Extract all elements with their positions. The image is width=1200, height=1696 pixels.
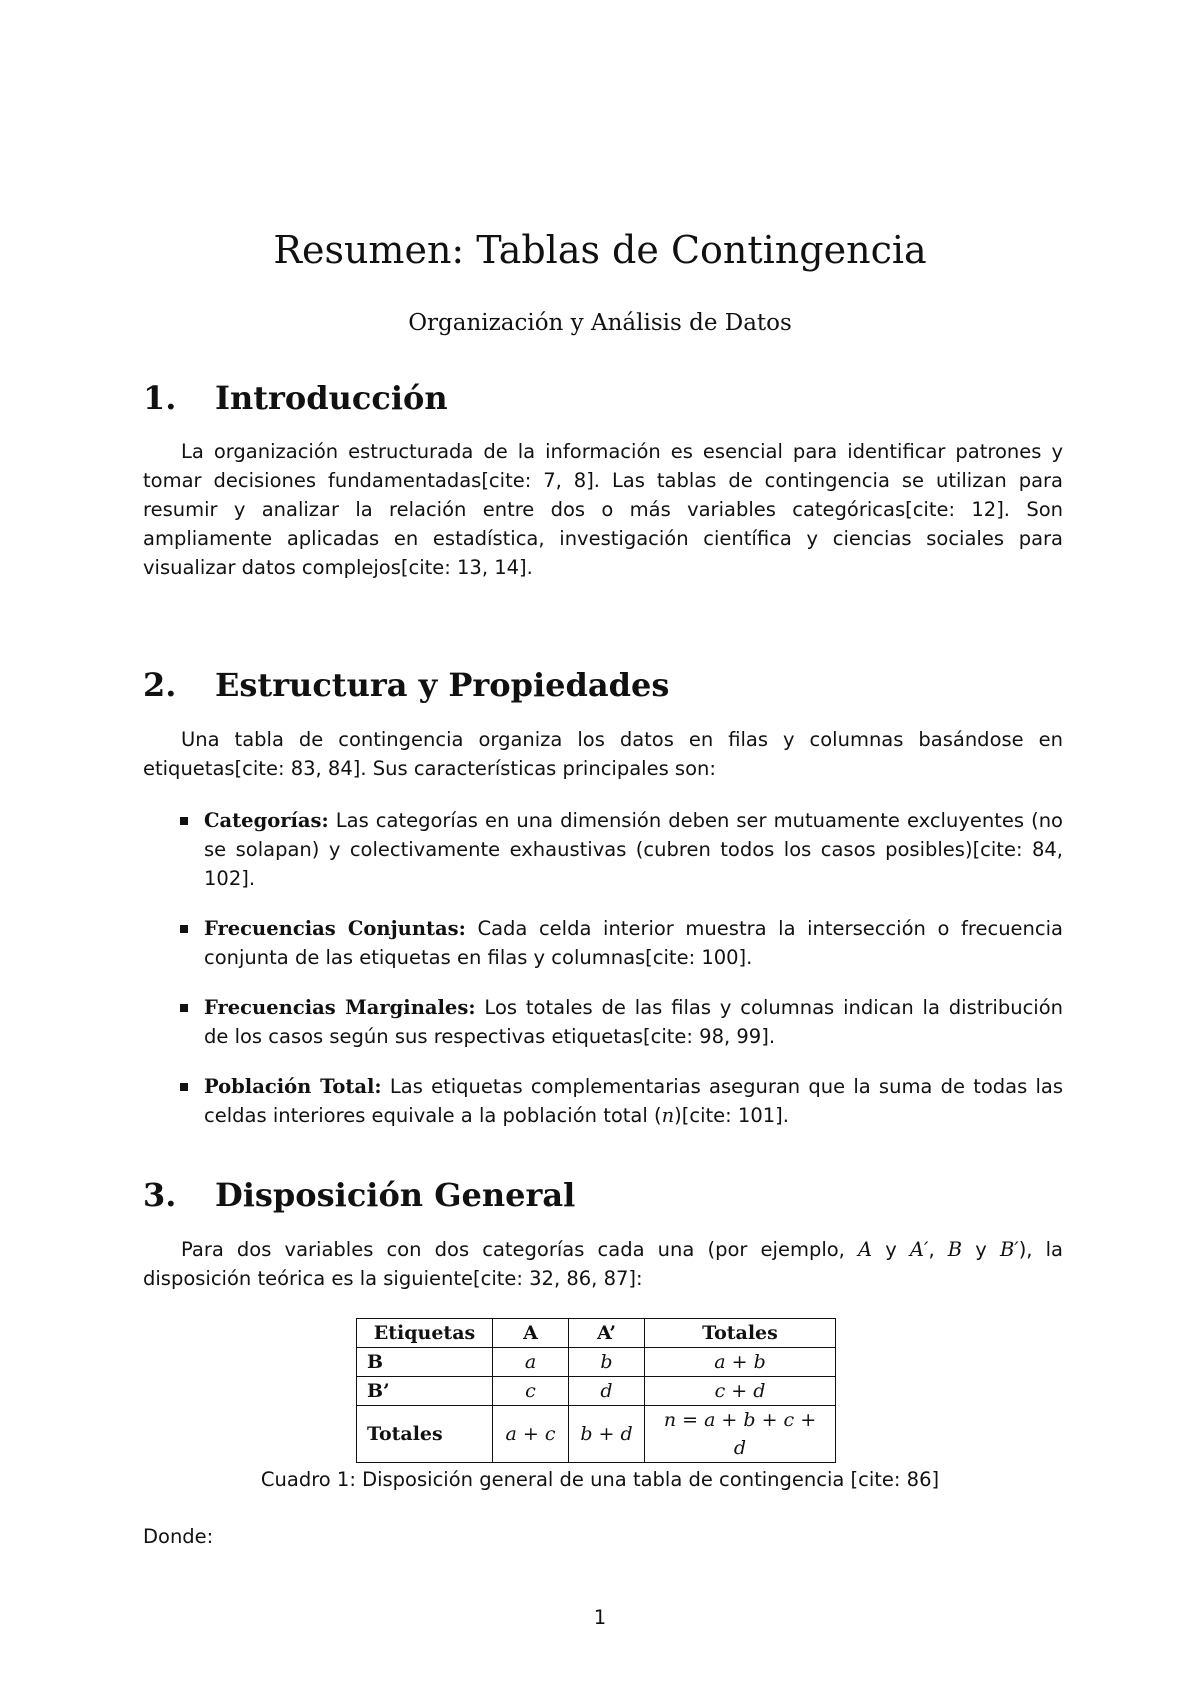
bullet-icon	[180, 925, 188, 933]
disposicion-paragraph: Para dos variables con dos categorías cada una (por ejemplo, A y A′, B y B′), la disposición teórica es la siguiente[cite: 32, 86, 87]:	[143, 1238, 1064, 1290]
table-row	[357, 1406, 836, 1463]
math-variable: B′	[999, 1238, 1019, 1261]
list-item-text: )[cite: 101].	[674, 1104, 789, 1127]
contingency-table	[356, 1318, 836, 1463]
document-subtitle: Organización y Análisis de Datos	[408, 310, 792, 336]
table-cell: a	[493, 1348, 569, 1377]
list-item-text: Las etiquetas complementarias aseguran que la suma de todas las celdas interiores equivale a la población total (	[204, 1075, 1064, 1127]
table-row-label: B’	[357, 1377, 493, 1406]
list-item	[204, 914, 1063, 972]
section-title: Disposición General	[215, 1176, 576, 1214]
section-number: 1.	[143, 379, 177, 417]
table-cell: a + b	[645, 1348, 836, 1377]
bullet-icon	[180, 817, 188, 825]
table-row-label: B	[357, 1348, 493, 1377]
list-item-term: Categorías:	[204, 809, 329, 832]
table-row	[357, 1348, 836, 1377]
table-cell: n = a + b + c + d	[645, 1406, 836, 1463]
list-item-term: Frecuencias Conjuntas:	[204, 917, 466, 940]
math-variable: A	[858, 1238, 873, 1261]
intro-paragraph: La organización estructurada de la información es esencial para identificar patrones y tomar decisiones fundamentadas[cite: 7, 8]. Las tablas de contingencia se utilizan para resumir y analizar la relación entre dos o más variables categóricas[cite: 12]. Son ampliamente aplicadas en estadística, investigación científica y ciencias sociales para visualizar datos complejos[cite: 13, 14].	[143, 440, 1063, 579]
table-header-cell: A	[493, 1319, 569, 1348]
table-cell: b + d	[569, 1406, 645, 1463]
estructura-paragraph: Una tabla de contingencia organiza los datos en filas y columnas basándose en etiquetas[cite: 83, 84]. Sus características principales son:	[143, 728, 1063, 780]
list-item-term: Frecuencias Marginales:	[204, 996, 476, 1019]
section-heading-introduccion	[143, 378, 448, 418]
list-item-text: Los totales de las filas y columnas indican la distribución de los casos según sus respectivas etiquetas[cite: 98, 99].	[204, 996, 1064, 1048]
section-number: 3.	[143, 1176, 177, 1214]
list-item	[204, 1072, 1063, 1130]
section-heading-disposicion	[143, 1175, 575, 1215]
table-cell: c	[493, 1377, 569, 1406]
table-cell: c + d	[645, 1377, 836, 1406]
table-cell: b	[569, 1348, 645, 1377]
list-item	[204, 993, 1063, 1051]
section-title: Estructura y Propiedades	[215, 666, 670, 704]
list-item-text: Cada celda interior muestra la intersección o frecuencia conjunta de las etiquetas en filas y columnas[cite: 100].	[204, 917, 1063, 969]
section-heading-estructura	[143, 665, 669, 705]
table-cell: d	[569, 1377, 645, 1406]
list-item-term: Población Total:	[204, 1075, 382, 1098]
table-cell: a + c	[493, 1406, 569, 1463]
table-header-cell: Totales	[645, 1319, 836, 1348]
math-variable: A′	[909, 1238, 929, 1261]
table-row-label: Totales	[357, 1406, 493, 1463]
table-header-cell: A’	[569, 1319, 645, 1348]
bullet-icon	[180, 1004, 188, 1012]
table-caption: Cuadro 1: Disposición general de una tabla de contingencia [cite: 86]	[260, 1468, 940, 1491]
math-variable: B	[947, 1238, 963, 1261]
list-item-text: Las categorías en una dimensión deben ser mutuamente excluyentes (no se solapan) y colectivamente exhaustivas (cubren todos los casos posibles)[cite: 84, 102].	[204, 809, 1063, 890]
list-item	[204, 806, 1063, 893]
page-number: 1	[593, 1606, 607, 1629]
section-title: Introducción	[215, 379, 448, 417]
math-variable: n	[661, 1104, 675, 1127]
document-title: Resumen: Tablas de Contingencia	[273, 228, 927, 272]
table-header-cell: Etiquetas	[357, 1319, 493, 1348]
table-row	[357, 1377, 836, 1406]
bullet-icon	[180, 1083, 188, 1091]
section-number: 2.	[143, 666, 177, 704]
table-header-row	[357, 1319, 836, 1348]
after-table-text: Donde:	[143, 1525, 214, 1548]
